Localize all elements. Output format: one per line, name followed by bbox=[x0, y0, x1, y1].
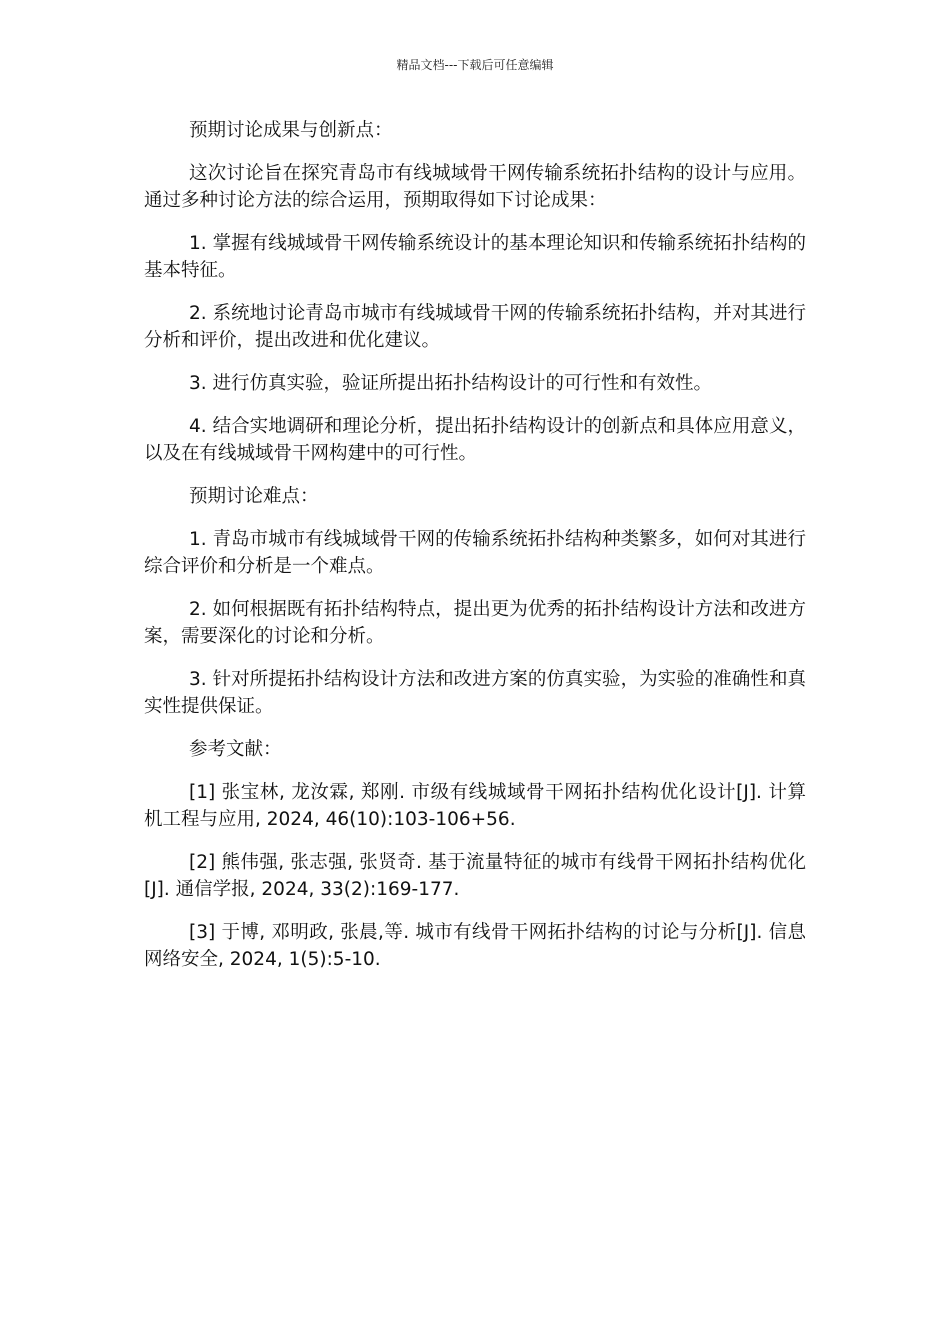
reference-item-1: [1] 张宝林, 龙汝霖, 郑刚. 市级有线城域骨干网拓扑结构优化设计[J]. 计算机工程与应用, 2024, 46(10):103-106+56. bbox=[144, 782, 806, 830]
intro-paragraph: 这次讨论旨在探究青岛市有线城域骨干网传输系统拓扑结构的设计与应用。通过多种讨论方法的综合运用，预期取得如下讨论成果： bbox=[144, 163, 806, 211]
difficulty-item-2: 2. 如何根据既有拓扑结构特点，提出更为优秀的拓扑结构设计方法和改进方案，需要深化的讨论和分析。 bbox=[144, 599, 806, 647]
document-body bbox=[144, 117, 806, 989]
difficulty-item-3: 3. 针对所提拓扑结构设计方法和改进方案的仿真实验，为实验的准确性和真实性提供保证。 bbox=[144, 669, 806, 717]
outcome-item-2: 2. 系统地讨论青岛市城市有线城域骨干网的传输系统拓扑结构，并对其进行分析和评价，提出改进和优化建议。 bbox=[144, 303, 806, 351]
outcomes-heading: 预期讨论成果与创新点： bbox=[189, 120, 393, 141]
difficulty-item-1: 1. 青岛市城市有线城域骨干网的传输系统拓扑结构种类繁多，如何对其进行综合评价和分析是一个难点。 bbox=[144, 529, 806, 577]
difficulties-heading: 预期讨论难点： bbox=[189, 486, 319, 507]
references-heading: 参考文献： bbox=[189, 739, 282, 760]
reference-item-3: [3] 于博, 邓明政, 张晨,等. 城市有线骨干网拓扑结构的讨论与分析[J]. 信息网络安全, 2024, 1(5):5-10. bbox=[144, 922, 806, 970]
page-header: 精品文档---下载后可任意编辑 bbox=[396, 58, 554, 72]
outcome-item-1: 1. 掌握有线城域骨干网传输系统设计的基本理论知识和传输系统拓扑结构的基本特征。 bbox=[144, 233, 806, 281]
reference-item-2: [2] 熊伟强, 张志强, 张贤奇. 基于流量特征的城市有线骨干网拓扑结构优化[J]. 通信学报, 2024, 33(2):169-177. bbox=[144, 852, 806, 900]
outcome-item-4: 4. 结合实地调研和理论分析，提出拓扑结构设计的创新点和具体应用意义，以及在有线城域骨干网构建中的可行性。 bbox=[144, 416, 806, 464]
outcome-item-3: 3. 进行仿真实验，验证所提出拓扑结构设计的可行性和有效性。 bbox=[189, 373, 713, 394]
